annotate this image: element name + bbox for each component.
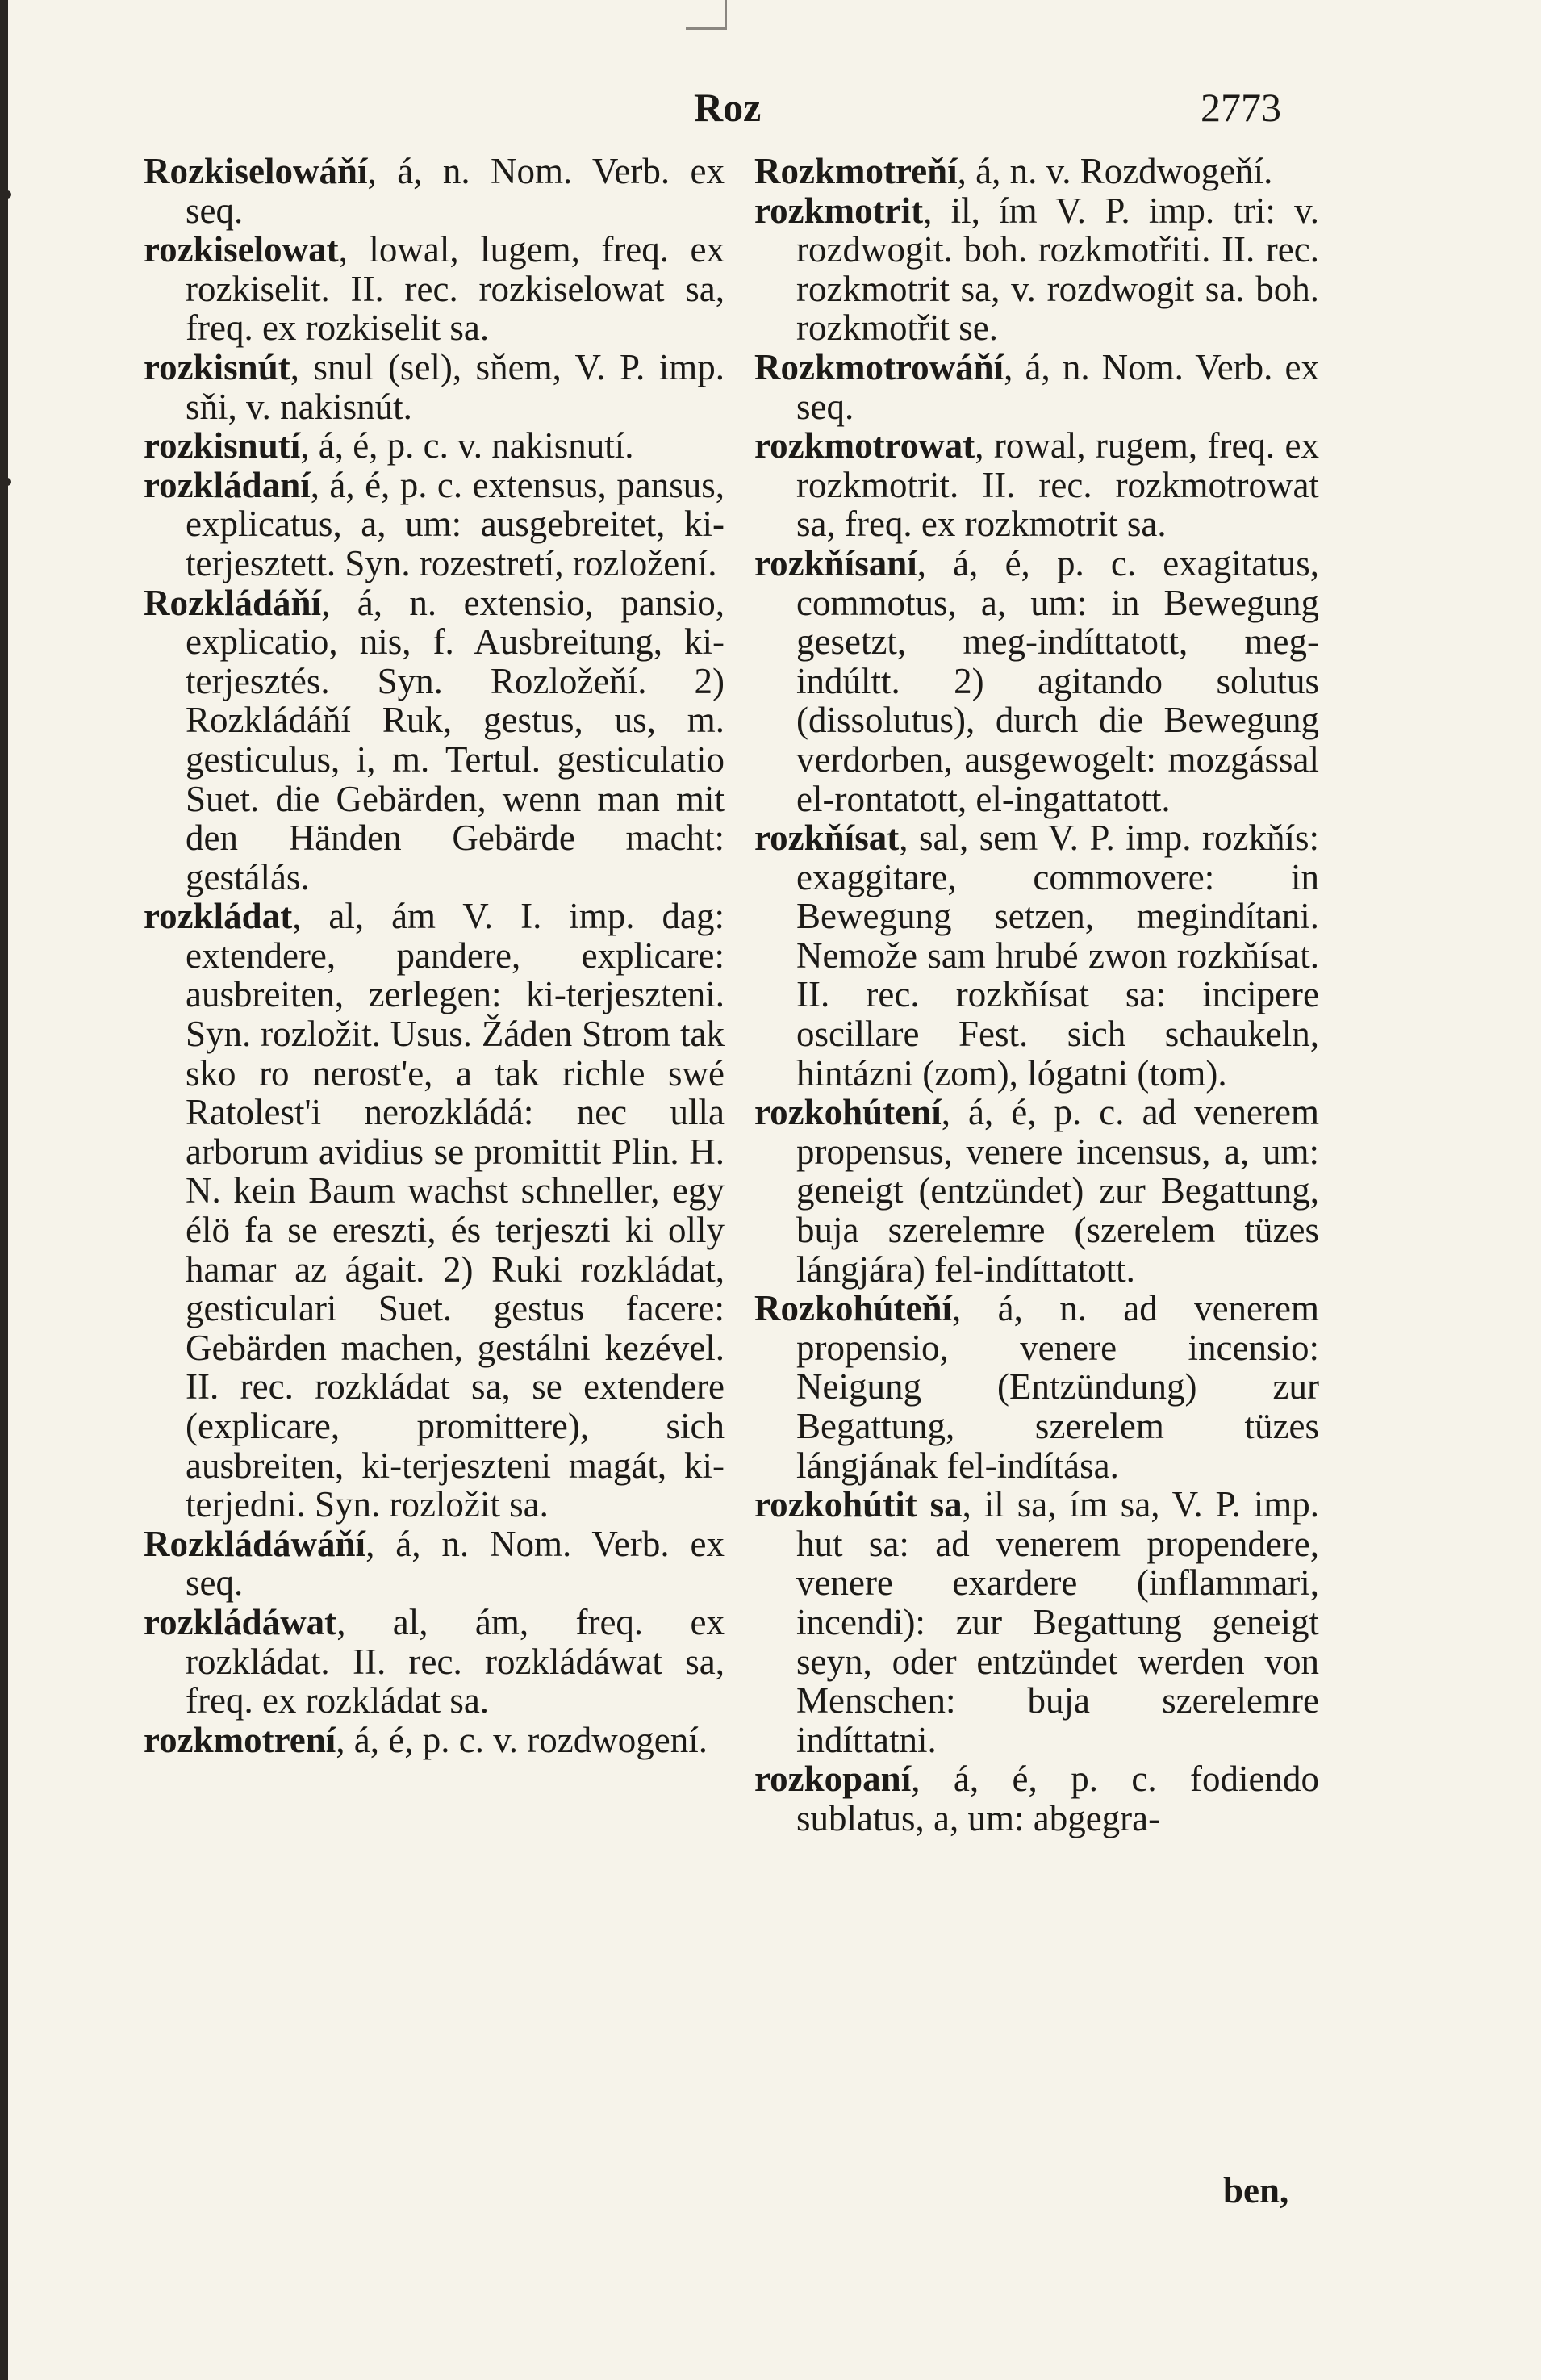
dictionary-entry (754, 426, 1319, 544)
page-header (0, 84, 1541, 140)
entry-definition: , á, n. Nom. Verb. ex seq. (186, 151, 725, 231)
entry-definition: , il, ím V. P. imp. tri: v. rozdwogit. boh. rozkmotřiti. II. rec. rozkmotrit sa, v. rozdwogit sa. boh. rozkmotřit se. (796, 190, 1319, 349)
left-column (144, 152, 725, 1759)
entry-definition: , á, é, p. c. exagitatus, commotus, a, um: in Bewegung gesetzt, meg-indíttatott, meg-indúltt. 2) agitando solutus (dissolutus), durch die Bewegung verdorben, ausgewogelt: mozgással el-rontatott, el-ingattatott. (796, 542, 1319, 819)
entry-headword: rozkmotrení (144, 1719, 336, 1760)
entry-headword: rozkiselowat (144, 229, 339, 270)
dictionary-entry (144, 230, 725, 348)
entry-definition: , á, é, p. c. extensus, pansus, explicatus, a, um: ausgebreitet, ki-terjesztett. Syn. rozestretí, rozložení. (186, 464, 725, 583)
entry-definition: , rowal, rugem, freq. ex rozkmotrit. II. rec. rozkmotrowat sa, freq. ex rozkmotrit sa. (796, 425, 1319, 545)
dictionary-entry (144, 897, 725, 1525)
entry-headword: rozkňísat (754, 818, 900, 859)
entry-definition: , snul (sel), sňem, V. P. imp. sňi, v. nakisnút. (186, 346, 725, 427)
entry-headword: rozkňísaní (754, 542, 917, 583)
dictionary-entry (144, 583, 725, 897)
dictionary-entry (754, 1759, 1319, 1838)
entry-definition: , á, é, p. c. v. nakisnutí. (300, 425, 634, 466)
dictionary-entry (144, 1721, 725, 1760)
entry-definition: , sal, sem V. P. imp. rozkňís: exaggitare, commovere: in Bewegung setzen, megindítani. Nemože sam hrubé zwon rozkňísat. II. rec. rozkňísat sa: incipere oscillare Fest. sich schaukeln, hintázni (zom), lógatni (tom). (796, 818, 1319, 1094)
page-number: 2773 (1201, 85, 1281, 130)
entry-definition: , á, n. ad venerem propensio, venere incensio: Neigung (Entzündung) zur Begattung, szerelem tüzes lángjának fel-indítása. (796, 1288, 1319, 1486)
entry-headword: Rozkmotrowáňí (754, 346, 1004, 387)
dictionary-entry (754, 152, 1319, 191)
entry-headword: Rozkiselowáňí (144, 151, 368, 191)
entry-headword: Rozkládáňí (144, 582, 322, 623)
entry-headword: rozkohútení (754, 1092, 942, 1133)
dictionary-entry (144, 348, 725, 426)
dictionary-entry (754, 544, 1319, 818)
dictionary-entry (754, 1289, 1319, 1485)
entry-definition: , á, n. v. Rozdwogeňí. (957, 151, 1273, 191)
dictionary-entry (144, 466, 725, 583)
entry-definition: , al, ám V. I. imp. dag: extendere, pandere, explicare: ausbreiten, zerlegen: ki-terjeszteni. Syn. rozložit. Usus. Žáden Strom tak sko ro nerost'e, a tak richle swé Ratolest'i nerozkládá: nec ulla arborum avidius se promittit Plin. H. N. kein Baum wachst schneller, egy élö fa se ereszti, és terjeszti ki olly hamar az ágait. 2) Ruki rozkládat, gesticulari Suet. gestus facere: Gebärden machen, gestálni kezével. II. rec. rozkládat sa, se extendere (explicare, promittere), sich ausbreiten, ki-terjeszteni magát, ki-terjedni. Syn. rozložit sa. (186, 896, 725, 1525)
entry-headword: rozkmotrowat (754, 425, 975, 466)
dictionary-entry (754, 1093, 1319, 1289)
entry-headword: rozkládaní (144, 464, 311, 505)
entry-definition: , al, ám, freq. ex rozkládat. II. rec. rozkládáwat sa, freq. ex rozkládat sa. (186, 1601, 725, 1721)
entry-headword: Rozkohúteňí (754, 1288, 953, 1329)
catchword: ben, (1223, 2170, 1289, 2211)
entry-headword: rozkisnutí (144, 425, 301, 466)
page-corner-mark (686, 0, 727, 30)
entry-definition: , á, é, p. c. fodiendo sublatus, a, um: abgegra- (796, 1759, 1319, 1838)
entry-definition: , á, n. extensio, pansio, explicatio, nis, f. Ausbreitung, ki-terjesztés. Syn. Rozložeňí. 2) Rozkládáňí Ruk, gestus, us, m. gesticulus, i, m. Tertul. gesticulatio Suet. die Gebärden, wenn man mit den Händen Gebärde macht: gestálás. (186, 582, 725, 897)
entry-definition: , á, é, p. c. v. rozdwogení. (336, 1719, 708, 1760)
dictionary-entry (144, 426, 725, 466)
entry-headword: Rozkmotreňí (754, 151, 958, 191)
page-edge-shadow (0, 0, 8, 2380)
binding-hole-mark (3, 478, 11, 486)
dictionary-entry (144, 1525, 725, 1603)
entry-definition: , il sa, ím sa, V. P. imp. hut sa: ad venerem propendere, venere exardere (inflammari, incendi): zur Begattung geneigt seyn, oder entzündet werden von Menschen: buja szerelemre indíttatni. (796, 1484, 1319, 1760)
dictionary-entry (754, 191, 1319, 348)
right-column (754, 152, 1319, 1838)
entry-headword: rozkmotrit (754, 190, 924, 231)
dictionary-entry (754, 1485, 1319, 1759)
dictionary-entry (754, 348, 1319, 426)
entry-definition: , lowal, lugem, freq. ex rozkiselit. II. rec. rozkiselowat sa, freq. ex rozkiselit sa. (186, 229, 725, 349)
entry-definition: , á, n. Nom. Verb. ex seq. (796, 346, 1319, 427)
binding-hole-mark (3, 190, 11, 199)
entry-definition: , á, é, p. c. ad venerem propensus, venere incensus, a, um: geneigt (entzündet) zur Begattung, buja szerelemre (szerelem tüzes lángjára) fel-indíttatott. (796, 1092, 1319, 1290)
running-head: Roz (694, 85, 762, 130)
dictionary-entry (144, 1603, 725, 1721)
entry-headword: rozkládat (144, 896, 293, 937)
entry-headword: rozkisnút (144, 346, 290, 387)
entry-headword: rozkládáwat (144, 1601, 337, 1642)
entry-definition: , á, n. Nom. Verb. ex seq. (186, 1523, 725, 1604)
dictionary-entry (754, 818, 1319, 1093)
entry-headword: rozkopaní (754, 1759, 912, 1800)
dictionary-entry (144, 152, 725, 230)
entry-headword: rozkohútit sa (754, 1484, 963, 1525)
entry-headword: Rozkládáwáňí (144, 1523, 366, 1564)
